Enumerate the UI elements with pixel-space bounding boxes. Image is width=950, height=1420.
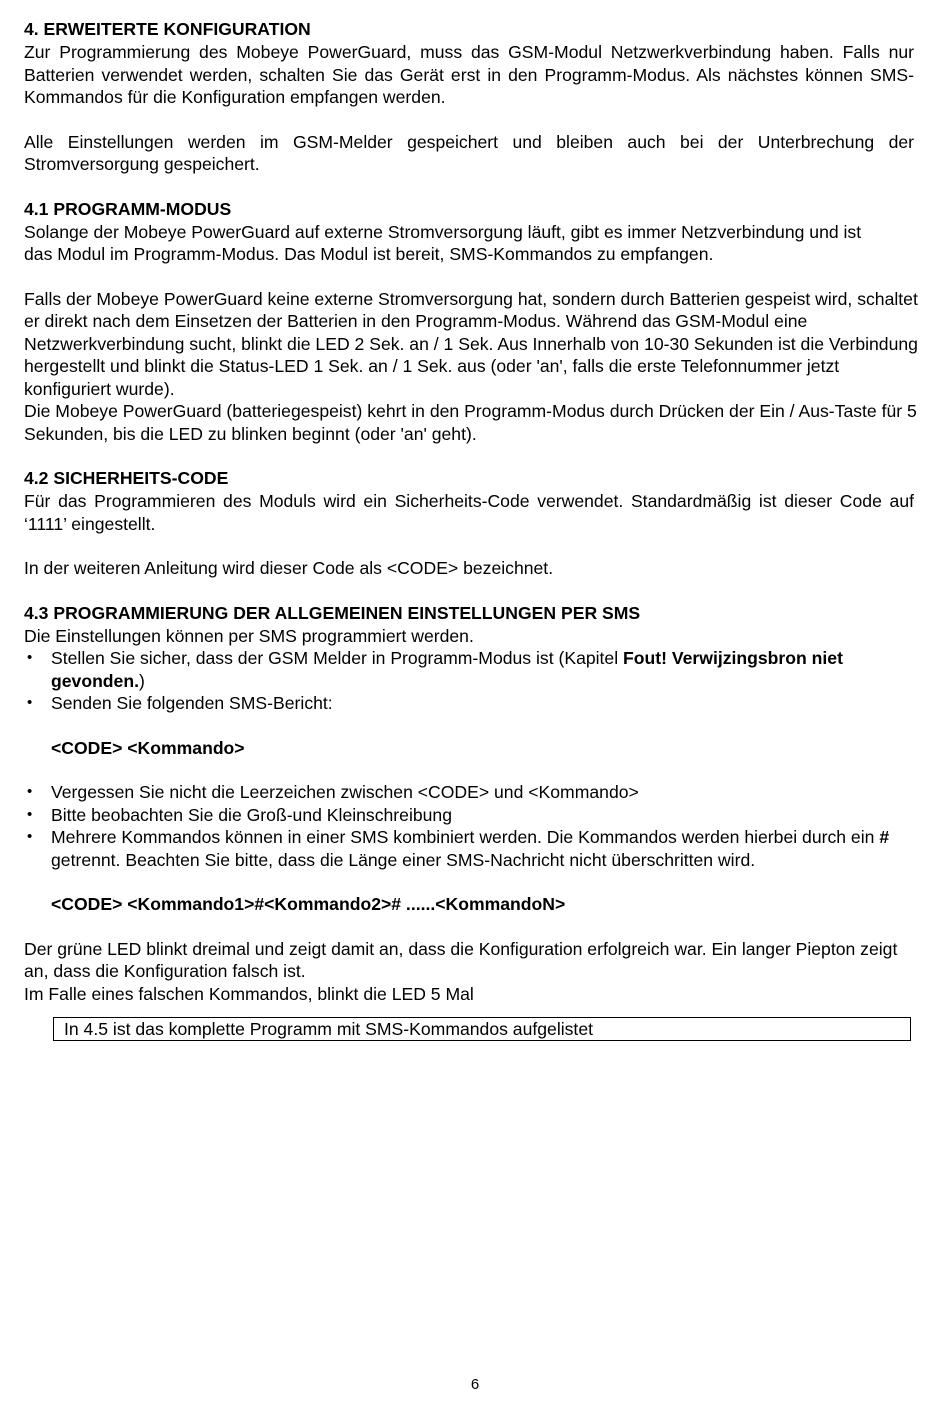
list-item: • Vergessen Sie nicht die Leerzeichen zwischen <CODE> und <Kommando> [24,781,914,804]
page-number: 6 [470,1376,480,1393]
section-4-2-paragraph-1: Für das Programmieren des Moduls wird ein Sicherheits-Code verwendet. Standardmäßig ist dieser Code auf ‘1111’ eingestellt. [24,491,914,534]
section-4-1-paragraph-3: Die Mobeye PowerGuard (batteriegespeist) kehrt in den Programm-Modus durch Drücken der Ein / Aus-Taste für 5 Sekunden, bis die LED zu blinken beginnt (oder 'an' geht). [24,401,917,444]
list-item [24,826,914,871]
section-4-paragraph-1: Zur Programmierung des Mobeye PowerGuard, muss das GSM-Modul Netzwerkverbindung haben. Falls nur Batterien verwendet werden, schalten Sie das Gerät erst in den Programm-Modus. Als nächstes können SMS-Kommandos für die Konfiguration empfangen werden. [24,42,914,107]
section-4-3-intro: Die Einstellungen können per SMS programmiert werden. [24,625,474,646]
section-4-2-paragraph-2: In der weiteren Anleitung wird dieser Code als <CODE> bezeichnet. [24,558,554,578]
sms-multi-command-syntax: <CODE> <Kommando1>#<Kommando2># ......<KommandoN> [51,894,566,914]
section-4-2-title: 4.2 SICHERHEITS-CODE [24,468,229,488]
section-4-1-paragraph-1: Solange der Mobeye PowerGuard auf externe Stromversorgung läuft, gibt es immer Netzverbindung und ist das Modul im Programm-Modus. Das Modul ist bereit, SMS-Kommandos zu empfangen. [24,221,862,264]
note-box: In 4.5 ist das komplette Programm mit SMS-Kommandos aufgelistet [53,1017,911,1041]
sms-command-syntax: <CODE> <Kommando> [51,737,245,758]
instruction-list-1 [24,647,914,715]
broken-reference-text: Fout! Verwijzingsbron niet gevonden. [51,648,843,691]
list-item-text-end: getrennt. Beachten Sie bitte, dass die Länge einer SMS-Nachricht nicht überschritten wird. [51,849,756,870]
section-4-3-title: 4.3 PROGRAMMIERUNG DER ALLGEMEINEN EINSTELLUNGEN PER SMS [24,602,641,623]
document-page [24,18,918,1041]
section-4-3-result-paragraph: Der grüne LED blinkt dreimal und zeigt damit an, dass die Konfiguration erfolgreich war. Ein langer Piepton zeigt an, dass die Konfiguration falsch ist. [24,938,898,981]
section-4-title: 4. ERWEITERTE KONFIGURATION [24,19,311,39]
section-4-1-title: 4.1 PROGRAMM-MODUS [24,198,232,219]
list-item: • Senden Sie folgenden SMS-Bericht: [24,692,914,715]
list-item-text: Stellen Sie sicher, dass der GSM Melder in Programm-Modus ist (Kapitel [51,648,624,668]
list-item: • Bitte beobachten Sie die Groß-und Kleinschreibung [24,804,914,827]
hash-separator: # [879,827,890,847]
instruction-list-2 [24,781,914,871]
list-item-text-end: ) [138,670,145,691]
list-item [24,647,914,692]
list-item-text: Mehrere Kommandos können in einer SMS kombiniert werden. Die Kommandos werden hierbei durch ein [51,827,880,847]
section-4-3-error-paragraph: Im Falle eines falschen Kommandos, blinkt die LED 5 Mal [24,983,474,1004]
section-4-paragraph-2: Alle Einstellungen werden im GSM-Melder gespeichert und bleiben auch bei der Unterbrechung der Stromversorgung gespeichert. [24,131,914,174]
section-4-1-paragraph-2: Falls der Mobeye PowerGuard keine externe Stromversorgung hat, sondern durch Batterien gespeist wird, schaltet er direkt nach dem Einsetzen der Batterien in den Programm-Modus. Während das GSM-Modul eine Netzwerkverbindung sucht, blinkt die LED 2 Sek. an / 1 Sek. Aus Innerhalb von 10-30 Sekunden ist die Verbindung hergestellt und blinkt die Status-LED 1 Sek. an / 1 Sek. aus (oder 'an', falls die erste Telefonnummer jetzt konfiguriert wurde). [24,288,918,399]
